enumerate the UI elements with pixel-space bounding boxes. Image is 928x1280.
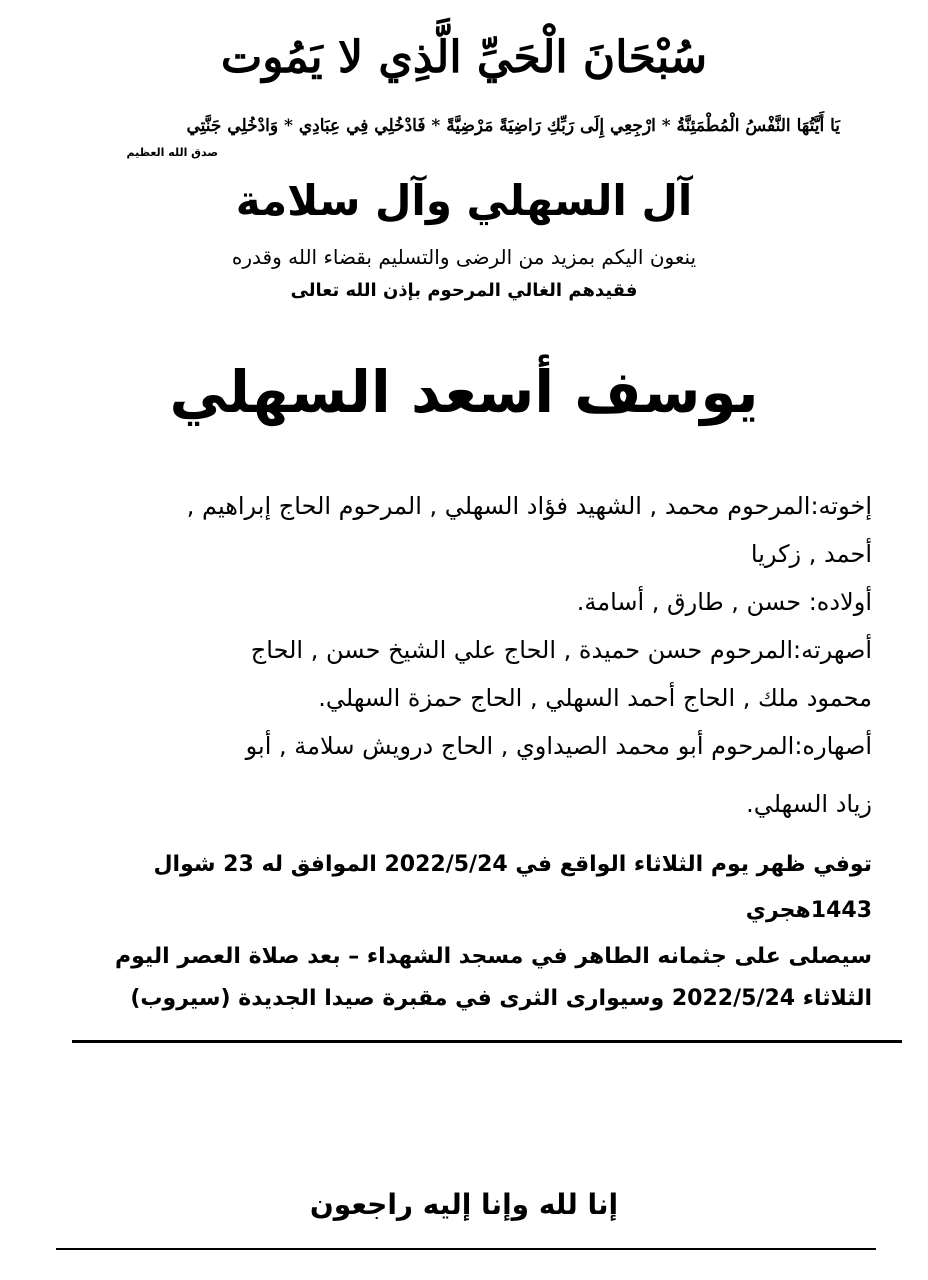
families-title: آل السهلي وآل سلامة	[235, 176, 693, 225]
relatives-line: أحمد , زكريا	[750, 540, 872, 568]
deceased-name: يوسف أسعد السهلي	[169, 358, 759, 426]
divider-line	[72, 1040, 902, 1043]
opening-heading: سُبْحَانَ الْحَيِّ الَّذِي لا يَمُوت	[220, 32, 708, 83]
closing-phrase: إنا لله وإنا إليه راجعون	[309, 1188, 619, 1221]
funeral-info-line: سيصلى على جثمانه الطاهر في مسجد الشهداء – بعد صلاة العصر اليوم	[115, 944, 872, 969]
relatives-line: إخوته:المرحوم محمد , الشهيد فؤاد السهلي , المرحوم الحاج إبراهيم ,	[186, 492, 872, 520]
mourning-line-2: فقيدهم الغالي المرحوم بإذن الله تعالى	[290, 280, 638, 301]
quran-verse: يَا أَيَّتُهَا النَّفْسُ الْمُطْمَئِنَّةُ * ارْجِعِي إِلَى رَبِّكِ رَاضِيَةً مَرْضِيَّةً * فَادْخُلِي فِي عِبَادِي * وَادْخُلِي جَنَّتِي	[186, 116, 840, 136]
relatives-line: أصهاره:المرحوم أبو محمد الصيداوي , الحاج درويش سلامة , أبو	[245, 732, 872, 760]
funeral-info-line: الثلاثاء 2022/5/24 وسيوارى الثرى في مقبرة صيدا الجديدة (سيروب)	[130, 986, 872, 1011]
mourning-line-1: ينعون اليكم بمزيد من الرضى والتسليم بقضاء الله وقدره	[231, 245, 697, 269]
relatives-line: محمود ملك , الحاج أحمد السهلي , الحاج حمزة السهلي.	[318, 684, 872, 712]
funeral-info-line: توفي ظهر يوم الثلاثاء الواقع في 2022/5/24 الموافق له 23 شوال	[153, 852, 872, 877]
divider-line	[56, 1248, 876, 1250]
relatives-line: زياد السهلي.	[746, 790, 872, 818]
relatives-line: أولاده: حسن , طارق , أسامة.	[576, 588, 872, 616]
funeral-info-line: 1443هجري	[745, 898, 872, 923]
relatives-line: أصهرته:المرحوم حسن حميدة , الحاج علي الشيخ حسن , الحاج	[250, 636, 872, 664]
verse-closing: صدق الله العظيم	[126, 146, 218, 159]
